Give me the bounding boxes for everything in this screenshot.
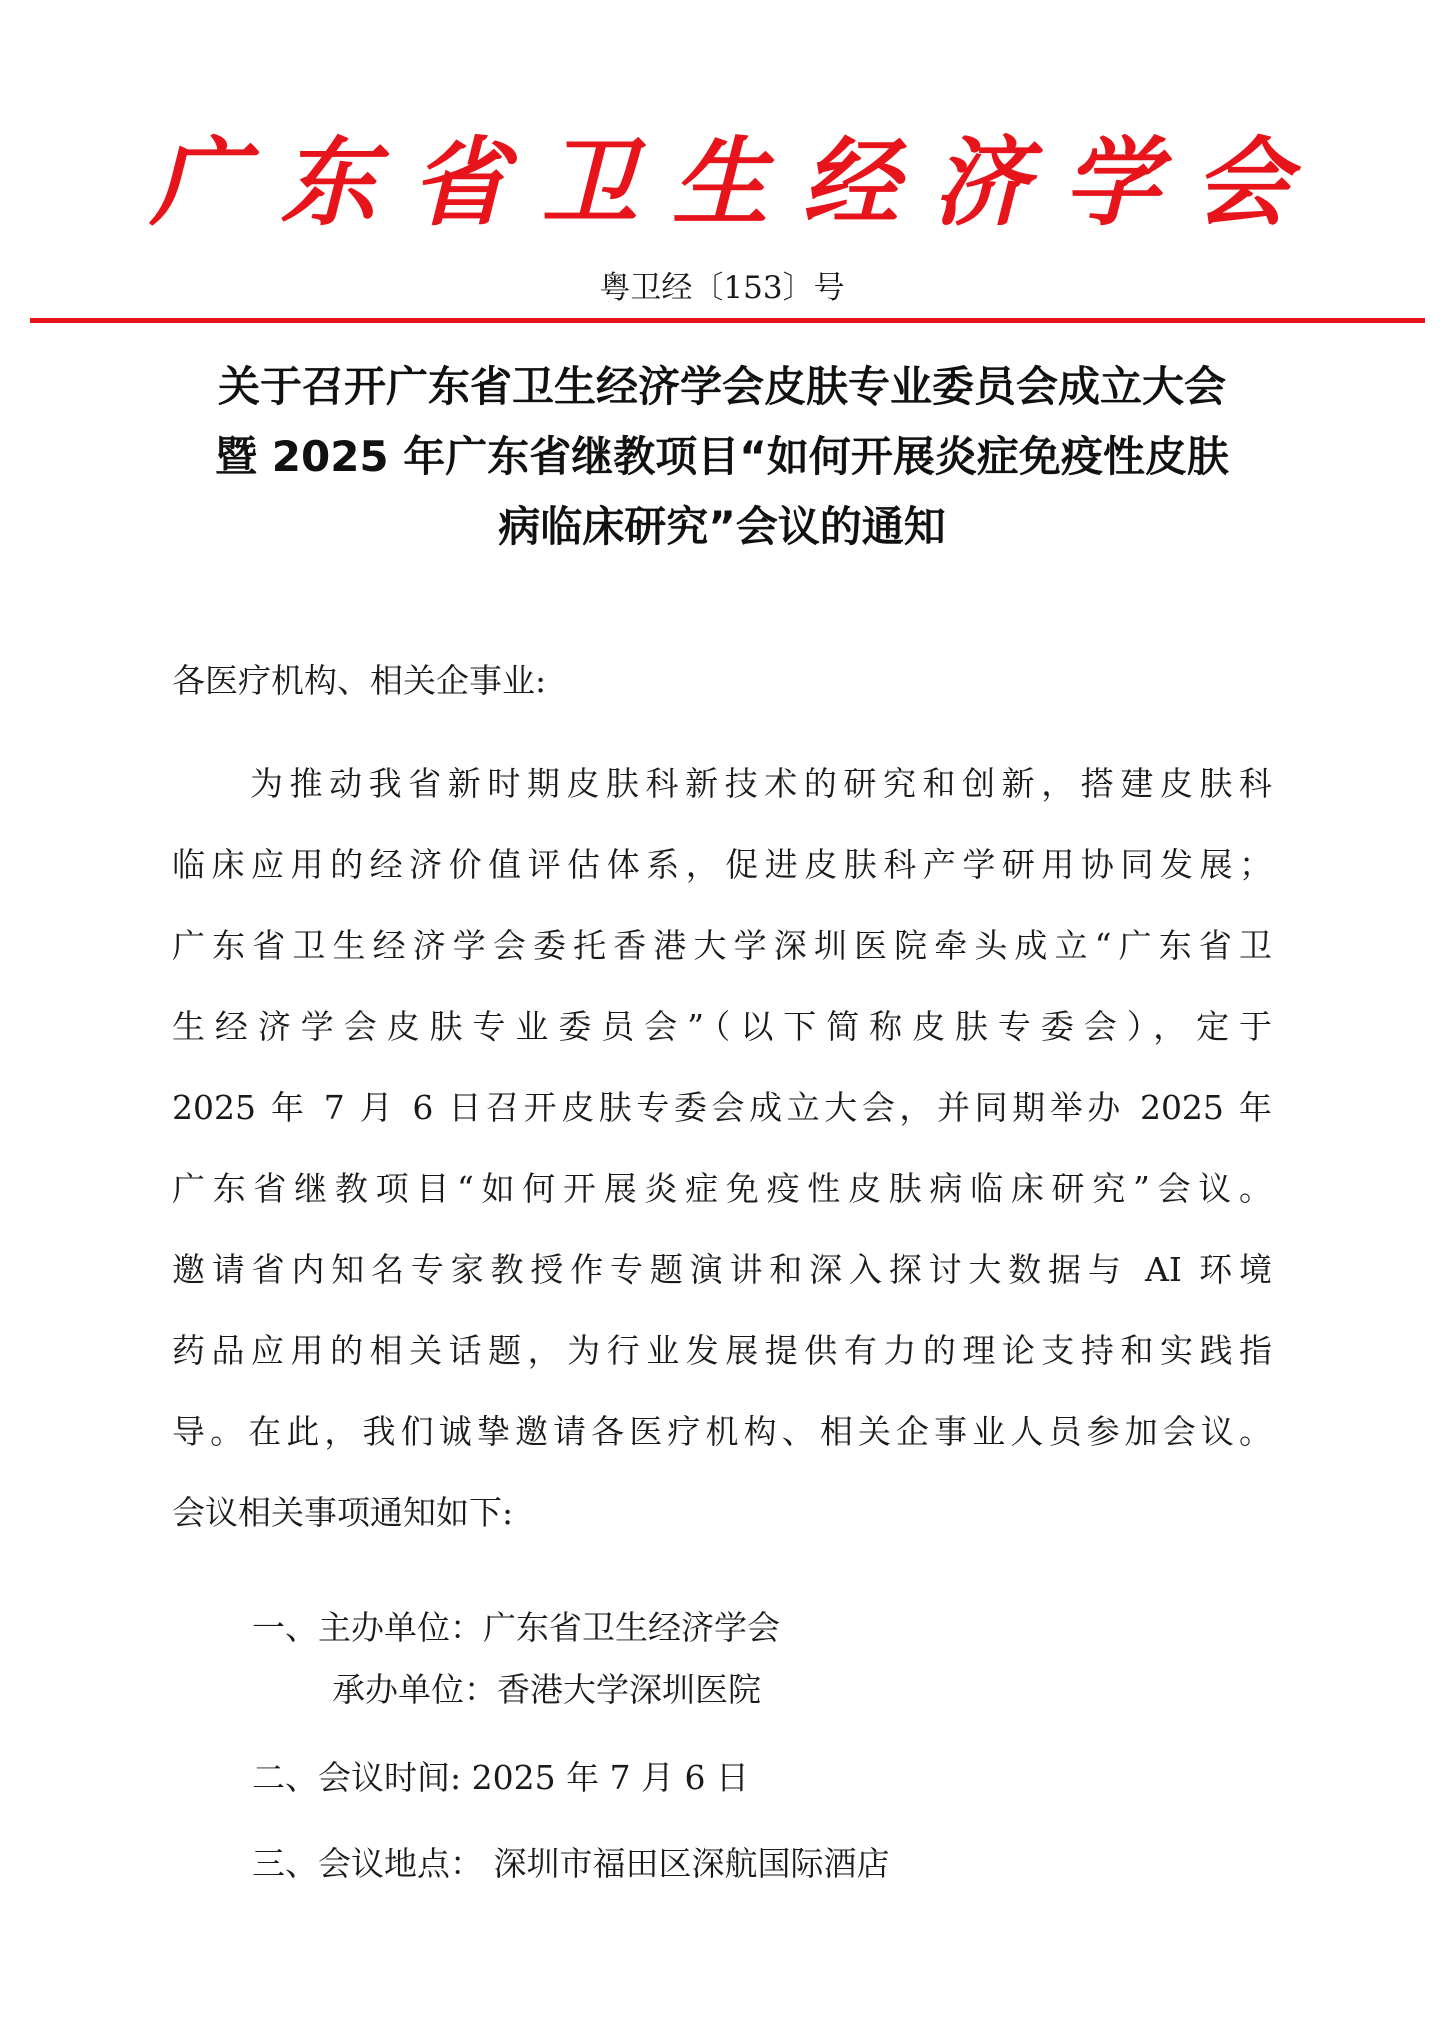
letterhead-char: 生 bbox=[672, 126, 768, 239]
letterhead-char: 东 bbox=[280, 126, 377, 239]
co-organizer-item: 承办单位：香港大学深圳医院 bbox=[332, 1670, 761, 1709]
addressee: 各医疗机构、相关企事业: bbox=[172, 661, 547, 700]
meeting-details bbox=[252, 1602, 890, 1890]
letterhead-char: 省 bbox=[411, 126, 507, 239]
body-line: 生经济学会皮肤专业委员会”（以下简称皮肤专委会），定于 bbox=[172, 1007, 1272, 1046]
body-line: 临床应用的经济价值评估体系，促进皮肤科产学研用协同发展； bbox=[172, 845, 1272, 884]
letterhead-char: 经 bbox=[802, 126, 899, 239]
body-line: 广东省继教项目“如何开展炎症免疫性皮肤病临床研究”会议。 bbox=[172, 1169, 1272, 1208]
body-line: 药品应用的相关话题，为行业发展提供有力的理论支持和实践指 bbox=[172, 1331, 1272, 1370]
letterhead-char: 会 bbox=[1194, 126, 1290, 239]
title-line: 暨 2025 年广东省继教项目“如何开展炎症免疫性皮肤 bbox=[215, 432, 1229, 481]
org-letterhead bbox=[150, 118, 1290, 248]
letterhead-char: 广 bbox=[150, 126, 246, 239]
meeting-venue-item: 三、会议地点： 深圳市福田区深航国际酒店 bbox=[252, 1844, 890, 1883]
body-line: 邀请省内知名专家教授作专题演讲和深入探讨大数据与 AI 环境 bbox=[172, 1250, 1272, 1289]
letterhead-char: 济 bbox=[933, 126, 1029, 239]
red-divider-line bbox=[30, 318, 1425, 323]
document-number: 粤卫经〔153〕号 bbox=[599, 270, 845, 306]
body-line: 会议相关事项通知如下: bbox=[172, 1493, 514, 1532]
body-paragraph bbox=[172, 758, 1272, 1568]
title-line: 关于召开广东省卫生经济学会皮肤专业委员会成立大会 bbox=[217, 362, 1226, 411]
body-line: 2025 年 7 月 6 日召开皮肤专委会成立大会，并同期举办 2025 年 bbox=[172, 1088, 1272, 1127]
notice-title bbox=[150, 352, 1294, 562]
body-line: 导。在此，我们诚挚邀请各医疗机构、相关企事业人员参加会议。 bbox=[172, 1412, 1272, 1451]
organizer-item: 一、主办单位：广东省卫生经济学会 bbox=[252, 1608, 780, 1647]
body-line: 广东省卫生经济学会委托香港大学深圳医院牵头成立“广东省卫 bbox=[172, 926, 1272, 965]
letterhead-char: 学 bbox=[1063, 126, 1160, 239]
title-line: 病临床研究”会议的通知 bbox=[498, 502, 946, 551]
body-line: 为推动我省新时期皮肤科新技术的研究和创新，搭建皮肤科 bbox=[250, 764, 1272, 803]
meeting-time-item: 二、会议时间: 2025 年 7 月 6 日 bbox=[252, 1758, 750, 1797]
letterhead-char: 卫 bbox=[541, 126, 638, 239]
